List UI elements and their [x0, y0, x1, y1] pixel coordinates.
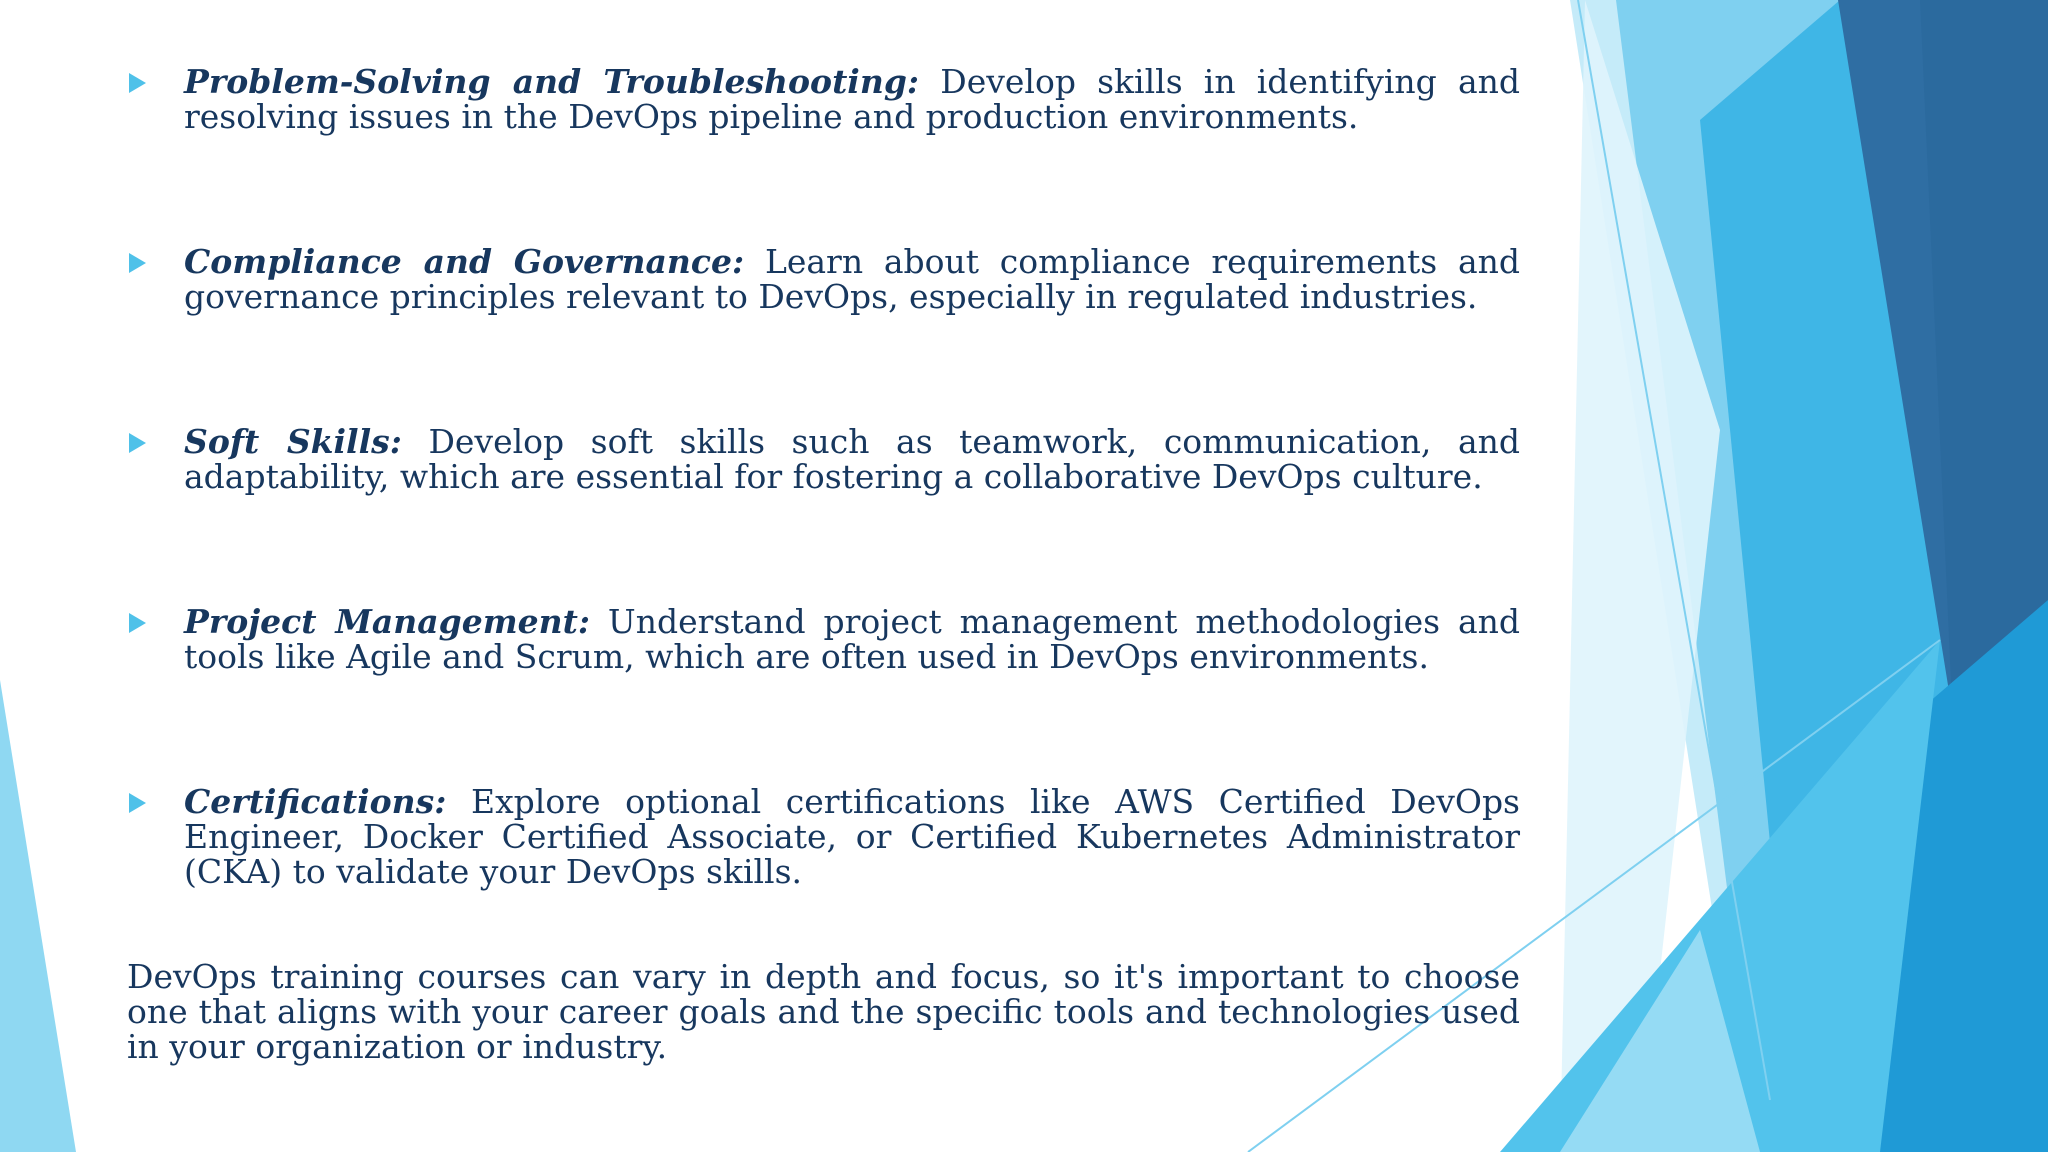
- bullet-text: Develop skills in identifying and resolving issues in the DevOps pipeline and production environments.: [184, 62, 1521, 136]
- bullet-soft-skills: [127, 424, 1520, 494]
- bullet-term: Project Management:: [184, 602, 591, 641]
- bullet-problem-solving: [127, 64, 1520, 134]
- closing-paragraph: DevOps training courses can vary in depth and focus, so it's important to choose one that aligns with your career goals and the specific tools and technologies used in your organization or industry.: [127, 957, 1520, 1066]
- triangle-bullet-icon: [129, 433, 146, 453]
- triangle-bullet-icon: [129, 793, 146, 813]
- slide-content: [127, 64, 1520, 1064]
- bullet-text: Develop soft skills such as teamwork, communication, and adaptability, which are essential for fostering a collaborative DevOps culture.: [184, 422, 1520, 496]
- bullet-compliance: [127, 244, 1520, 314]
- bullet-project-management: [127, 604, 1520, 674]
- triangle-bullet-icon: [129, 253, 146, 273]
- triangle-bullet-icon: [129, 613, 146, 633]
- bullet-term: Problem-Solving and Troubleshooting:: [184, 62, 920, 101]
- triangle-bullet-icon: [129, 73, 146, 93]
- bullet-term: Compliance and Governance:: [184, 242, 745, 281]
- bullet-text: Explore optional certifications like AWS Certified DevOps Engineer, Docker Certified Associate, or Certified Kubernetes Administrator (CKA) to validate your DevOps skills.: [184, 782, 1520, 891]
- bullet-text: Learn about compliance requirements and governance principles relevant to DevOps, especially in regulated industries.: [184, 242, 1520, 316]
- bullet-text: Understand project management methodologies and tools like Agile and Scrum, which are often used in DevOps environments.: [184, 602, 1520, 676]
- left-edge-shape: [0, 680, 76, 1152]
- bullet-term: Soft Skills:: [184, 422, 402, 461]
- bullet-certifications: [127, 784, 1520, 889]
- bullet-term: Certifications:: [184, 782, 447, 821]
